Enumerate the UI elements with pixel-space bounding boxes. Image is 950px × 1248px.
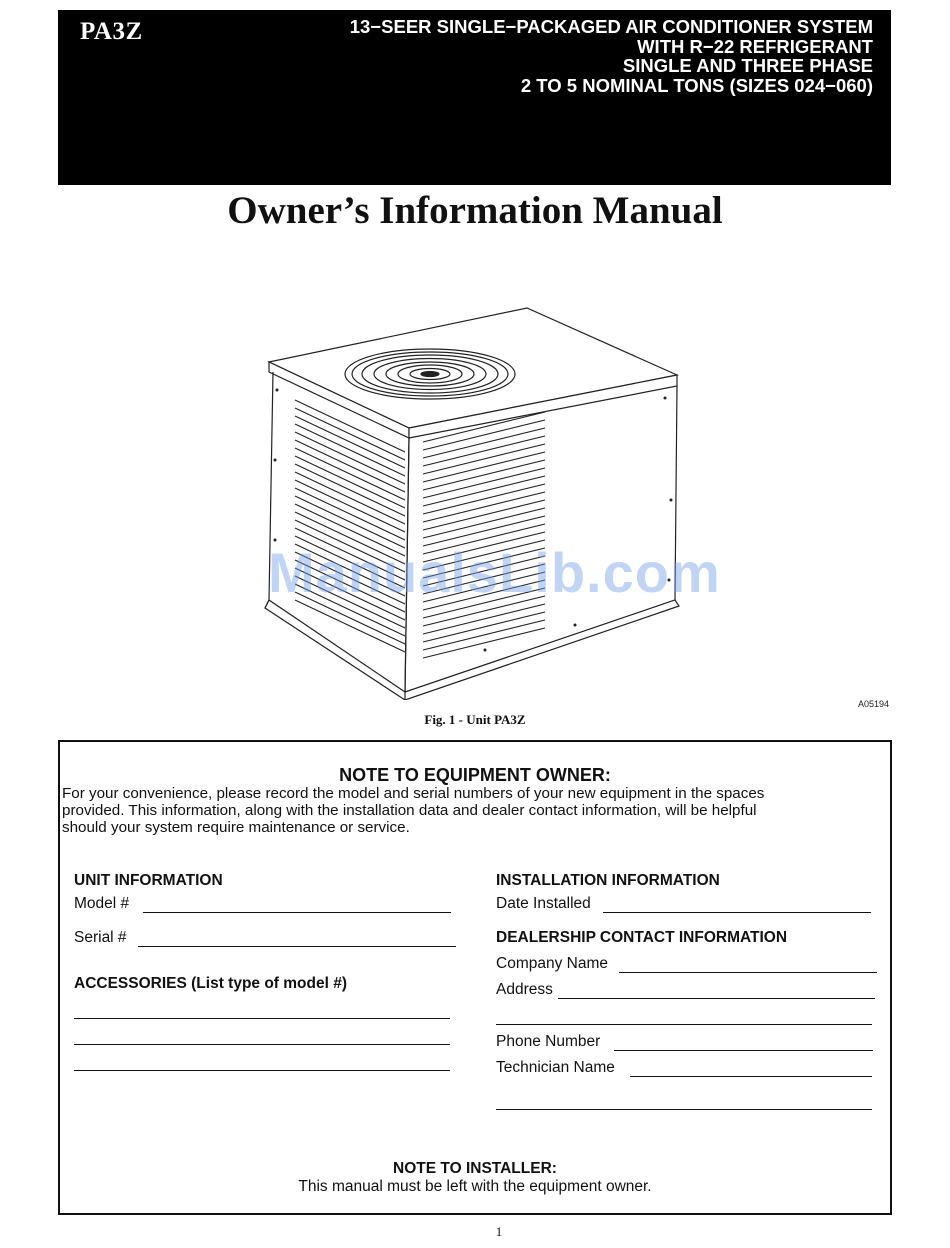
date-installed-field[interactable] <box>603 912 871 913</box>
note-title: NOTE TO EQUIPMENT OWNER: <box>339 765 611 785</box>
date-installed-label: Date Installed <box>496 895 591 912</box>
phone-number-label: Phone Number <box>496 1033 601 1050</box>
accessories-field-2[interactable] <box>74 1044 450 1045</box>
company-name-label: Company Name <box>496 955 608 972</box>
address-field-2[interactable] <box>496 1024 872 1025</box>
header-line: SINGLE AND THREE PHASE <box>622 55 873 77</box>
installer-note-body: This manual must be left with the equipment owner. <box>298 1178 652 1195</box>
watermark: ManualsLib.com <box>268 541 721 604</box>
owner-record-box <box>58 740 892 1215</box>
address-label: Address <box>496 981 553 998</box>
page-title: Owner’s Information Manual <box>227 189 723 232</box>
company-name-field[interactable] <box>619 972 877 973</box>
page-number: 1 <box>495 1224 503 1239</box>
header-line: WITH R−22 REFRIGERANT <box>637 35 873 57</box>
header-line: 13−SEER SINGLE−PACKAGED AIR CONDITIONER SYSTEM <box>349 16 873 37</box>
installer-note-title: NOTE TO INSTALLER: <box>393 1160 557 1177</box>
dealership-contact-heading: DEALERSHIP CONTACT INFORMATION <box>496 929 788 946</box>
accessories-heading: ACCESSORIES (List type of model #) <box>74 975 348 992</box>
technician-name-label: Technician Name <box>496 1059 615 1076</box>
note-body <box>62 786 882 836</box>
serial-field[interactable] <box>138 946 456 947</box>
unit-information-heading: UNIT INFORMATION <box>74 872 223 889</box>
technician-extra-field[interactable] <box>496 1109 872 1110</box>
installation-information-heading: INSTALLATION INFORMATION <box>496 872 720 889</box>
address-field-1[interactable] <box>558 998 875 999</box>
header-banner <box>58 10 891 185</box>
figure-caption: Fig. 1 - Unit PA3Z <box>424 712 526 727</box>
figure-number: A05194 <box>858 699 890 709</box>
model-field[interactable] <box>143 912 451 913</box>
technician-name-field[interactable] <box>630 1076 872 1077</box>
note-body-line: For your convenience, please record the model and serial numbers of your new equipment in the spaces <box>62 785 765 802</box>
phone-number-field[interactable] <box>614 1050 873 1051</box>
note-body-line: provided. This information, along with the installation data and dealer contact information, will be helpful <box>62 801 757 819</box>
note-body-line: should your system require maintenance or service. <box>62 818 410 836</box>
model-code: PA3Z <box>80 18 143 45</box>
header-line: 2 TO 5 NOMINAL TONS (SIZES 024−060) <box>520 74 873 96</box>
accessories-field-3[interactable] <box>74 1070 450 1071</box>
accessories-field-1[interactable] <box>74 1018 450 1019</box>
serial-label: Serial # <box>74 929 127 946</box>
model-label: Model # <box>74 895 130 912</box>
air-conditioner-unit-illustration <box>255 300 695 700</box>
header-description <box>350 17 873 95</box>
